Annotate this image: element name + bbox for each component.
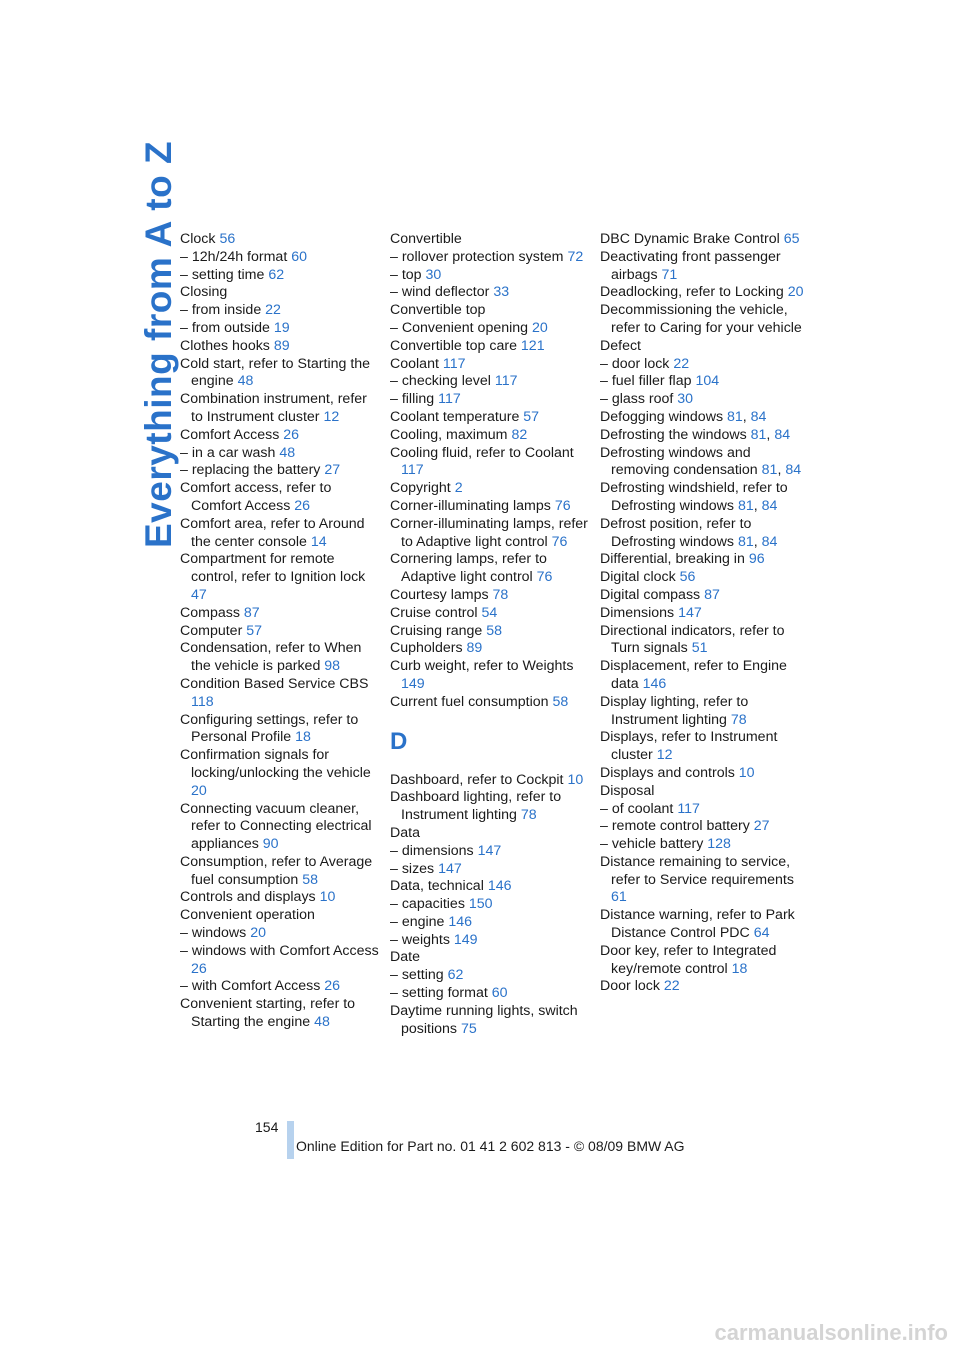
index-entry-term: Cruising range xyxy=(390,622,483,639)
page-reference-link[interactable]: 58 xyxy=(486,622,503,639)
index-entry-term: Closing xyxy=(180,284,228,301)
index-entry-term: Door key, refer to Integrated key/remote control xyxy=(600,942,777,977)
index-entry xyxy=(180,854,380,890)
side-title-text: Everything from A to Z xyxy=(138,140,179,548)
index-entry-term: – from outside xyxy=(180,319,270,336)
index-entry-term: Defrost position, refer to Defrosting windows xyxy=(600,515,752,550)
index-entry xyxy=(600,765,805,783)
index-entry xyxy=(600,729,805,765)
page-reference-link[interactable]: 147 xyxy=(438,860,462,877)
index-entry-term: – 12h/24h format xyxy=(180,248,288,265)
index-entry xyxy=(390,373,590,391)
index-entry-term: Condition Based Service CBS xyxy=(180,675,369,692)
index-entry xyxy=(390,587,590,605)
page-reference-link[interactable]: 22 xyxy=(663,978,680,995)
page-reference-link[interactable]: 18 xyxy=(295,729,311,746)
index-entry-term: Deadlocking, refer to Locking xyxy=(600,284,784,301)
page-reference-link[interactable]: 51 xyxy=(691,640,708,657)
index-entry-term: Cooling fluid, refer to Coolant xyxy=(390,444,574,461)
index-entry xyxy=(600,391,805,409)
index-entry xyxy=(390,789,590,825)
index-entry xyxy=(600,231,805,249)
index-entry-term: Decommissioning the vehicle, refer to Caring for your vehicle xyxy=(600,302,802,336)
index-entry-term: Dashboard, refer to Cockpit xyxy=(390,771,564,788)
index-entry-term: – replacing the battery xyxy=(180,462,321,479)
index-entry-term: Directional indicators, refer to Turn signals xyxy=(600,622,785,657)
index-entry xyxy=(600,249,805,285)
page-reference-link[interactable]: 26 xyxy=(294,497,311,514)
page-reference-link[interactable]: 128 xyxy=(707,836,731,853)
index-entry-term: Data, technical xyxy=(390,878,484,895)
index-entry-term: – weights xyxy=(390,931,450,948)
index-entry-term: Cornering lamps, refer to Adaptive light control xyxy=(390,551,547,586)
page-reference-link[interactable]: 75 xyxy=(460,1020,477,1037)
index-entry-term: – of coolant xyxy=(600,800,674,817)
index-entry-term: Clock xyxy=(180,231,216,247)
page-reference-link[interactable]: 81 xyxy=(761,462,778,479)
index-entry xyxy=(600,818,805,836)
index-entry xyxy=(390,498,590,516)
page-reference-link[interactable]: 2 xyxy=(454,480,463,497)
index-entry xyxy=(600,978,805,996)
index-entry-term: – engine xyxy=(390,913,445,930)
index-entry xyxy=(600,801,805,819)
index-entry xyxy=(390,249,590,267)
page-reference-link[interactable]: 10 xyxy=(738,764,755,781)
index-entry: Defrosting the windows 81, 84 xyxy=(600,426,791,443)
index-entry-term: – sizes xyxy=(390,860,435,877)
page-reference-link[interactable]: 146 xyxy=(642,675,667,692)
index-entry-term: Displacement, refer to Engine data xyxy=(600,658,787,692)
index-entry-term: Comfort access, refer to Comfort Access xyxy=(180,480,332,514)
page-reference-link[interactable]: 84 xyxy=(785,462,802,479)
index-entry xyxy=(390,445,590,481)
page-reference-link[interactable]: 54 xyxy=(481,604,498,621)
index-entry xyxy=(390,409,590,427)
index-entry xyxy=(390,694,590,712)
index-entry-term: – setting xyxy=(390,967,444,984)
index-entry xyxy=(180,889,380,907)
index-entry xyxy=(390,914,590,932)
index-entry xyxy=(390,932,590,950)
index-entry xyxy=(600,302,805,338)
index-entry xyxy=(180,338,380,356)
index-entry-term: Daytime running lights, switch positions xyxy=(390,1002,578,1037)
index-entry xyxy=(390,985,590,1003)
page-reference-link[interactable]: 89 xyxy=(273,337,290,354)
index-entry xyxy=(180,712,380,748)
index-entry xyxy=(180,356,380,392)
page-reference-link[interactable]: 30 xyxy=(677,391,694,408)
index-entry-term: Display lighting, refer to Instrument lighting xyxy=(600,693,749,728)
index-entry: Defrost position, refer to Defrosting windows 81, 84 xyxy=(600,515,778,550)
index-entry-term: – fuel filler flap xyxy=(600,373,692,390)
index-entry-term: Convertible top care xyxy=(390,337,517,354)
page-reference-link[interactable]: 26 xyxy=(283,426,300,443)
index-entry xyxy=(180,231,380,249)
page-reference-link[interactable]: 47 xyxy=(191,586,207,603)
index-entry-term: Defect xyxy=(600,337,642,354)
page-reference-link[interactable]: 76 xyxy=(554,497,571,514)
index-entry-term: – filling xyxy=(390,391,435,408)
index-entry: Defrosting windows and removing condensation 81, 84 xyxy=(600,444,802,479)
index-column-3 xyxy=(600,231,805,996)
page-reference-link[interactable]: 147 xyxy=(477,842,502,859)
index-entry xyxy=(180,907,380,925)
index-entry-term: Computer xyxy=(180,622,243,639)
index-entry xyxy=(390,516,590,552)
index-entry xyxy=(180,925,380,943)
index-entry-term: Corner-illuminating lamps, refer to Adaptive light control xyxy=(390,515,588,550)
page-reference-link[interactable]: 58 xyxy=(552,693,569,710)
index-entry xyxy=(600,605,805,623)
page-reference-link[interactable]: 33 xyxy=(493,284,510,301)
index-entry-term: Confirmation signals for locking/unlocking the vehicle xyxy=(180,747,371,781)
index-entry: Defrosting windshield, refer to Defrosting windows 81, 84 xyxy=(600,480,788,514)
page-reference-link[interactable]: 147 xyxy=(678,604,702,621)
index-entry-term: Date xyxy=(390,949,420,966)
page-reference-link[interactable]: 117 xyxy=(442,355,466,372)
index-entry xyxy=(390,896,590,914)
index-entry-term: Digital compass xyxy=(600,586,701,603)
page-reference-link[interactable]: 117 xyxy=(494,373,518,390)
page-number: 154 xyxy=(255,1119,279,1135)
page-reference-link[interactable]: 60 xyxy=(491,985,508,1002)
index-entry xyxy=(390,551,590,587)
index-entry-term: Digital clock xyxy=(600,569,676,586)
index-entry xyxy=(600,338,805,356)
index-entry-term: Deactivating front passenger airbags xyxy=(600,248,781,283)
page-reference-link[interactable]: 149 xyxy=(453,931,478,948)
index-entry xyxy=(390,391,590,409)
page-reference-link[interactable]: 48 xyxy=(279,444,296,461)
index-entry-term: – top xyxy=(390,266,422,283)
index-entry xyxy=(180,747,380,800)
index-entry xyxy=(180,445,380,463)
index-entry-term: Distance remaining to service, refer to Service requirements xyxy=(600,853,794,888)
page-reference-link[interactable]: 117 xyxy=(401,462,424,479)
footer-edition-note: Online Edition for Part no. 01 41 2 602 813 - © 08/09 BMW AG xyxy=(296,1138,685,1154)
index-entry xyxy=(390,427,590,445)
index-entry xyxy=(390,338,590,356)
page-reference-link[interactable]: 14 xyxy=(310,533,327,550)
index-entry-term: Dimensions xyxy=(600,604,675,621)
page-reference-link[interactable]: 90 xyxy=(262,836,279,853)
page-reference-link[interactable]: 84 xyxy=(774,426,791,443)
index-entry-term: – from inside xyxy=(180,302,262,319)
index-entry xyxy=(600,623,805,659)
index-entry xyxy=(390,623,590,641)
index-entry-term: Differential, breaking in xyxy=(600,551,745,568)
page-reference-link[interactable]: 22 xyxy=(673,355,690,372)
index-entry xyxy=(600,943,805,979)
index-entry-term: Door lock xyxy=(600,978,660,995)
index-entry-term: Cupholders xyxy=(390,640,463,657)
index-entry-term: Convenient starting, refer to Starting the engine xyxy=(180,996,356,1031)
index-entry xyxy=(180,284,380,302)
index-entry-term: Displays, refer to Instrument cluster xyxy=(600,729,778,764)
index-entry xyxy=(180,320,380,338)
page-reference-link[interactable]: 146 xyxy=(487,878,512,895)
index-entry-term: Defogging windows xyxy=(600,408,724,425)
page-reference-link[interactable]: 117 xyxy=(438,391,461,408)
page-reference-link[interactable]: 118 xyxy=(191,693,214,710)
index-entry-term: – wind deflector xyxy=(390,284,490,301)
index-entry-term: Distance warning, refer to Park Distance Control PDC xyxy=(600,907,795,942)
page-reference-link[interactable]: 81 xyxy=(737,533,754,550)
page-reference-link[interactable]: 20 xyxy=(787,284,804,301)
index-column-2 xyxy=(390,231,590,1038)
index-entry xyxy=(390,605,590,623)
index-entry-term: Current fuel consumption xyxy=(390,693,549,710)
page-reference-link[interactable]: 89 xyxy=(466,640,483,657)
page-reference-link[interactable]: 60 xyxy=(291,248,307,265)
index-entry xyxy=(600,836,805,854)
page-reference-link[interactable]: 62 xyxy=(447,967,464,984)
index-entry-term: Connecting vacuum cleaner, refer to Connecting electrical appliances xyxy=(180,800,372,853)
index-entry-term: Configuring settings, refer to Personal Profile xyxy=(180,711,359,746)
index-entry xyxy=(180,978,380,996)
index-entry-term: – dimensions xyxy=(390,842,474,859)
index-entry-term: Cruise control xyxy=(390,604,478,621)
page-reference-link[interactable]: 87 xyxy=(704,586,720,603)
index-entry xyxy=(390,861,590,879)
page-reference-link[interactable]: 19 xyxy=(273,319,290,336)
page-reference-link[interactable]: 27 xyxy=(753,818,770,835)
index-entry xyxy=(180,480,380,516)
index-entry xyxy=(600,907,805,943)
page-reference-link[interactable]: 58 xyxy=(302,871,318,888)
page-reference-link[interactable]: 82 xyxy=(511,426,528,443)
index-entry-term: Condensation, refer to When the vehicle is parked xyxy=(180,640,362,675)
index-entry-term: Data xyxy=(390,824,420,841)
page-reference-link[interactable]: 72 xyxy=(567,248,584,265)
index-entry xyxy=(600,783,805,801)
page-reference-link[interactable]: 76 xyxy=(551,533,568,550)
index-entry-term: Corner-illuminating lamps xyxy=(390,497,551,514)
index-entry xyxy=(390,302,590,320)
index-entry xyxy=(180,427,380,445)
index-entry xyxy=(180,391,380,427)
index-entry xyxy=(390,640,590,658)
page-reference-link[interactable]: 71 xyxy=(661,266,678,283)
index-entry-term: – glass roof xyxy=(600,391,674,408)
index-entry xyxy=(390,1003,590,1039)
index-entry-term: – rollover protection system xyxy=(390,248,564,265)
index-entry-term: Courtesy lamps xyxy=(390,586,489,603)
page-reference-link[interactable]: 56 xyxy=(679,569,696,586)
index-entry-term: Convertible xyxy=(390,231,462,247)
index-entry xyxy=(180,605,380,623)
index-entry xyxy=(600,694,805,730)
page-reference-link[interactable]: 81 xyxy=(737,497,754,514)
index-entry xyxy=(600,587,805,605)
index-entry-term: Curb weight, refer to Weights xyxy=(390,658,574,675)
index-entry-term: Dashboard lighting, refer to Instrument lighting xyxy=(390,789,562,824)
index-entry-term: Compartment for remote control, refer to Ignition lock xyxy=(180,551,366,586)
page-reference-link[interactable]: 87 xyxy=(243,604,260,621)
page-reference-link[interactable]: 62 xyxy=(268,266,285,283)
page-reference-link[interactable]: 57 xyxy=(246,622,263,639)
index-entry xyxy=(390,772,590,790)
index-entry-term: Displays and controls xyxy=(600,764,735,781)
page-reference-link[interactable]: 56 xyxy=(219,231,236,247)
index-entry-term: Compass xyxy=(180,604,240,621)
index-entry xyxy=(390,320,590,338)
page-reference-link[interactable]: 149 xyxy=(401,675,425,692)
page-reference-link[interactable]: 10 xyxy=(319,889,336,906)
index-entry-term: – checking level xyxy=(390,373,491,390)
page-reference-link[interactable]: 104 xyxy=(695,373,720,390)
page-reference-link[interactable]: 26 xyxy=(324,978,341,995)
index-entry-term: – windows with Comfort Access xyxy=(180,942,379,959)
index-entry xyxy=(600,658,805,694)
index-entry xyxy=(180,623,380,641)
index-entry-term: Clothes hooks xyxy=(180,337,270,354)
page-reference-link[interactable]: 78 xyxy=(520,807,537,824)
page-reference-link[interactable]: 98 xyxy=(324,658,341,675)
page-reference-link[interactable]: 48 xyxy=(237,373,254,390)
index-entry-term: Comfort area, refer to Around the center console xyxy=(180,515,365,550)
index-entry-term: – remote control battery xyxy=(600,818,750,835)
index-entry-term: – Convenient opening xyxy=(390,319,529,336)
index-entry-term: – windows xyxy=(180,925,247,942)
index-entry xyxy=(180,996,380,1032)
page-reference-link[interactable]: 146 xyxy=(448,913,473,930)
index-entry xyxy=(390,967,590,985)
page-reference-link[interactable]: 78 xyxy=(492,586,509,603)
index-entry-term: Convenient operation xyxy=(180,907,315,924)
index-entry-term: – door lock xyxy=(600,355,670,372)
index-entry-term: – vehicle battery xyxy=(600,836,704,853)
index-entry-term: Consumption, refer to Average fuel consumption xyxy=(180,853,373,888)
index-entry-term: Convertible top xyxy=(390,302,486,319)
index-column-1 xyxy=(180,231,380,1032)
page-reference-link[interactable]: 18 xyxy=(731,960,748,977)
watermark: carmanualsonline.info xyxy=(714,1320,948,1345)
page-reference-link[interactable]: 84 xyxy=(750,408,767,425)
page-reference-link[interactable]: 121 xyxy=(520,337,545,354)
index-entry xyxy=(390,480,590,498)
index-entry xyxy=(600,284,805,302)
index-entry xyxy=(390,825,590,843)
index-entry xyxy=(390,843,590,861)
index-entry xyxy=(180,267,380,285)
index-entry xyxy=(390,356,590,374)
index-entry-term: Comfort Access xyxy=(180,426,280,443)
index-entry-term: – capacities xyxy=(390,896,465,913)
index-entry xyxy=(180,640,380,676)
index-entry-term: Copyright xyxy=(390,480,451,497)
index-entry xyxy=(600,356,805,374)
section-side-title xyxy=(0,0,179,560)
index-entry xyxy=(180,516,380,552)
index-entry xyxy=(180,249,380,267)
index-entry xyxy=(600,854,805,907)
index-entry-term: Controls and displays xyxy=(180,889,316,906)
index-entry-term: Disposal xyxy=(600,782,655,799)
footer-accent-bar xyxy=(287,1121,294,1159)
index-entry xyxy=(180,676,380,712)
index-entry xyxy=(390,284,590,302)
index-entry xyxy=(390,658,590,694)
index-entry-term: Coolant temperature xyxy=(390,408,520,425)
page-reference-link[interactable]: 26 xyxy=(191,960,207,977)
page-reference-link[interactable]: 12 xyxy=(323,408,340,425)
index-entry-term: – setting format xyxy=(390,985,488,1002)
index-entry xyxy=(390,949,590,967)
page-reference-link[interactable]: 20 xyxy=(250,925,266,942)
index-entry-term: Defrosting the windows xyxy=(600,426,747,443)
index-entry xyxy=(180,801,380,854)
index-entry xyxy=(180,943,380,979)
page-reference-link[interactable]: 64 xyxy=(753,925,770,942)
index-entry xyxy=(390,267,590,285)
index-entry-term: Cold start, refer to Starting the engine xyxy=(180,355,371,390)
page-reference-link[interactable]: 61 xyxy=(611,889,627,906)
index-entry-term: – in a car wash xyxy=(180,444,276,461)
page-reference-link[interactable]: 22 xyxy=(265,302,281,319)
page-reference-link[interactable]: 117 xyxy=(677,800,700,817)
page-reference-link[interactable]: 10 xyxy=(567,771,584,788)
index-entry xyxy=(180,302,380,320)
page-reference-link[interactable]: 150 xyxy=(468,896,493,913)
page-reference-link[interactable]: 81 xyxy=(727,408,743,425)
index-entry-term: Cooling, maximum xyxy=(390,426,508,443)
index-entry xyxy=(390,878,590,896)
index-entry: Defogging windows 81, 84 xyxy=(600,408,767,425)
index-entry xyxy=(180,462,380,480)
index-entry xyxy=(600,551,805,569)
page-reference-link[interactable]: 57 xyxy=(523,408,540,425)
page-reference-link[interactable]: 78 xyxy=(730,711,747,728)
page-reference-link[interactable]: 20 xyxy=(532,319,548,336)
index-entry-term: Combination instrument, refer to Instrument cluster xyxy=(180,391,367,425)
index-entry-term: – with Comfort Access xyxy=(180,978,321,995)
page-reference-link[interactable]: 20 xyxy=(191,782,207,799)
section-letter-heading: D xyxy=(390,727,408,755)
index-entry xyxy=(180,551,380,604)
index-entry-term: Coolant xyxy=(390,355,439,372)
index-entry xyxy=(390,231,590,249)
page-reference-link[interactable]: 48 xyxy=(314,1014,330,1031)
page-reference-link[interactable]: 84 xyxy=(761,497,778,514)
index-entry-term: – setting time xyxy=(180,266,265,283)
page-reference-link[interactable]: 65 xyxy=(783,231,800,247)
page-reference-link[interactable]: 76 xyxy=(536,569,553,586)
index-entry xyxy=(600,569,805,587)
page-reference-link[interactable]: 96 xyxy=(748,551,765,568)
page-reference-link[interactable]: 27 xyxy=(324,462,341,479)
page-reference-link[interactable]: 30 xyxy=(425,266,442,283)
page-reference-link[interactable]: 81 xyxy=(750,426,767,443)
page-reference-link[interactable]: 12 xyxy=(656,747,673,764)
index-entry xyxy=(600,373,805,391)
page-reference-link[interactable]: 84 xyxy=(761,533,778,550)
index-entry-term: DBC Dynamic Brake Control xyxy=(600,231,780,247)
index-entry-term: Defrosting windshield, refer to Defrosting windows xyxy=(600,480,788,514)
index-entry-term: Defrosting windows and removing condensation xyxy=(600,444,758,479)
